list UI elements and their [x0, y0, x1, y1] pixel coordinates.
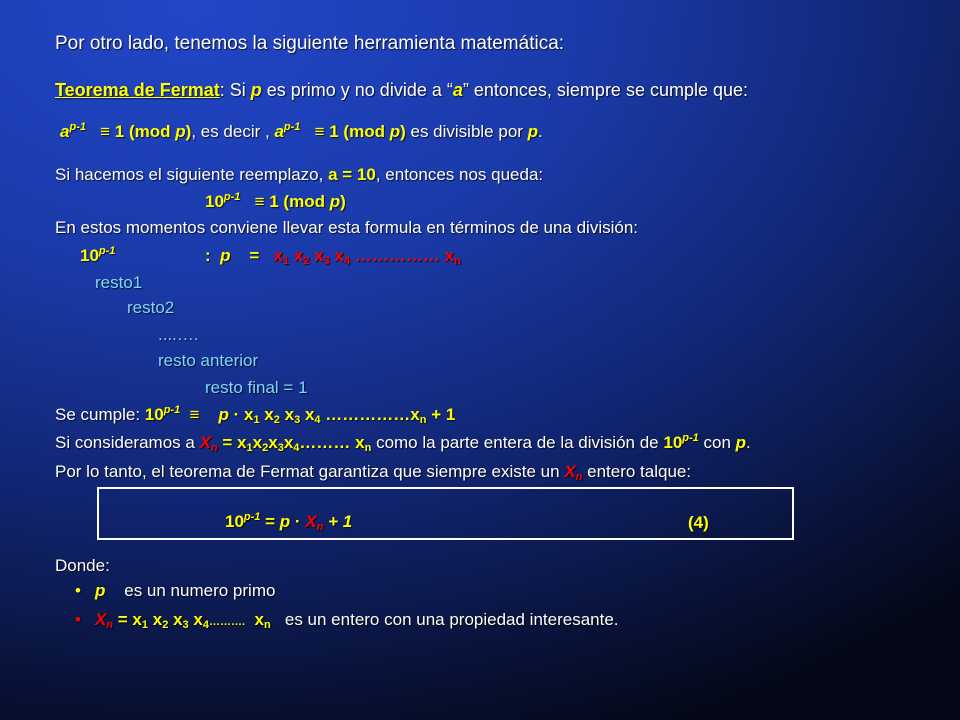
- theorem-si: Si: [224, 80, 251, 100]
- consider-line: [55, 433, 751, 453]
- bullet-1-text: es un numero primo: [124, 581, 276, 600]
- theorem-a: a: [452, 80, 463, 100]
- intro-heading: Por otro lado, tenemos la siguiente herramienta matemática:: [55, 33, 565, 54]
- formula-main: [225, 512, 352, 532]
- se-cumple-line: [55, 405, 455, 425]
- eq2-mod: 1 (mod: [269, 192, 330, 211]
- consider-X: X: [199, 433, 211, 452]
- equiv-symbol: ≡: [100, 122, 111, 141]
- consider-digits: $x_1x_2x_3x_4\dots\dots\dots$ $x_n$: [237, 433, 372, 454]
- bullet-marker: •: [75, 581, 81, 600]
- consider-p: p: [735, 433, 747, 452]
- formula-plus: + 1: [323, 512, 353, 531]
- div-p: p: [220, 246, 231, 265]
- bullet-2-text: es un entero con una propiedad interesante.: [284, 610, 619, 629]
- cong-a: a: [60, 122, 70, 141]
- cong-p: p: [175, 122, 186, 141]
- consider-period: .: [746, 433, 751, 452]
- formula-n: n: [316, 521, 324, 533]
- equiv-symbol-4: ≡: [189, 405, 200, 424]
- div-exp: p-1: [98, 245, 116, 257]
- congruence-ten: [205, 192, 346, 212]
- formula-X: X: [305, 512, 317, 531]
- remainder-1: resto1: [95, 273, 143, 292]
- division-intro: En estos momentos conviene llevar esta formula en términos de una división:: [55, 218, 639, 237]
- cong-a2: a: [274, 122, 284, 141]
- consider-text2: como la parte entera de la división de: [371, 433, 664, 452]
- cong-p3: p: [527, 122, 539, 141]
- cong-p2: p: [389, 122, 401, 141]
- replacement-line: [55, 165, 543, 185]
- remainder-dots: ....….: [158, 325, 199, 344]
- bullet-item-p: [75, 581, 275, 601]
- consider-eq: =: [217, 433, 238, 452]
- theorem-mid: es primo y no divide a “: [261, 80, 453, 100]
- cumple-ten: 10: [144, 405, 164, 424]
- cumple-exp: p-1: [163, 404, 181, 416]
- remainder-final: resto final = 1: [205, 378, 308, 397]
- cong-mod: 1 (mod: [114, 122, 176, 141]
- bullet-item-xn: [75, 610, 619, 632]
- cong-divisible: es divisible por: [405, 122, 528, 141]
- formula-dot: ·: [290, 512, 306, 531]
- replace-text2: , entonces nos queda:: [375, 165, 544, 184]
- cumple-dot: ·: [228, 405, 244, 424]
- theorem-p: p: [250, 80, 262, 100]
- equiv-symbol-3: ≡: [254, 192, 265, 211]
- eq2-p: p: [329, 192, 341, 211]
- fermat-theorem-statement: [55, 80, 748, 100]
- formula-ten: 10: [225, 512, 244, 531]
- remainder-previous: resto anterior: [158, 351, 259, 370]
- theorem-end: ” entonces, siempre se cumple que:: [462, 80, 749, 100]
- division-line: [80, 246, 115, 266]
- therefore-line: [55, 462, 691, 482]
- consider-text1: Si consideramos a: [55, 433, 200, 452]
- consider-n: n: [210, 442, 218, 454]
- cong-close2: ): [400, 122, 406, 141]
- consider-exp: p-1: [682, 432, 699, 444]
- therefore-text2: entero talque:: [582, 462, 692, 481]
- consider-text3: con: [698, 433, 736, 452]
- quotient-digits: $x_1$ $x_2$ $x_3$ $x_4$ …………… $x_n$: [273, 246, 461, 267]
- therefore-text1: Por lo tanto, el teorema de Fermat garantiza que siempre existe un: [55, 462, 565, 481]
- cong-period: .: [538, 122, 543, 141]
- bullet-digits: $x_1$ $x_2$ $x_3$ $x_4\dots\dots\dots$. $x_n$: [132, 610, 271, 631]
- cumple-label: Se cumple:: [55, 405, 145, 424]
- congruence-line: [60, 122, 543, 142]
- theorem-colon: :: [219, 80, 225, 100]
- div-colon: :: [205, 246, 211, 265]
- formula-p: p: [279, 512, 291, 531]
- bullet-eq: =: [113, 610, 133, 629]
- ten-exp: p-1: [223, 191, 241, 203]
- eq2-close: ): [340, 192, 346, 211]
- cumple-digits: $x_1$ $x_2$ $x_3$ $x_4$ $\dots\dots\dots\dots\dots x_n + 1$: [243, 405, 456, 426]
- bullet-p: p: [94, 581, 106, 600]
- equiv-symbol-2: ≡: [314, 122, 325, 141]
- div-ten: 10: [80, 246, 99, 265]
- replace-text1: Si hacemos el siguiente reemplazo,: [55, 165, 329, 184]
- cumple-p: p: [218, 405, 229, 424]
- division-operator-line: [205, 246, 461, 266]
- therefore-n: n: [575, 471, 583, 483]
- bullet-X: X: [94, 610, 107, 629]
- ten-base: 10: [205, 192, 224, 211]
- cong-mod2: 1 (mod: [329, 122, 390, 141]
- bullet-marker-2: •: [75, 610, 81, 629]
- formula-eq: =: [260, 512, 280, 531]
- therefore-X: X: [564, 462, 576, 481]
- replace-value: a = 10: [328, 165, 376, 184]
- equation-number: (4): [688, 513, 709, 532]
- consider-ten: 10: [663, 433, 683, 452]
- div-eq: =: [249, 246, 260, 265]
- remainder-2: resto2: [127, 298, 175, 317]
- bullet-n: n: [106, 619, 114, 631]
- cong-exp2: p-1: [283, 121, 301, 133]
- formula-exp: p-1: [243, 511, 261, 523]
- theorem-name: Teorema de Fermat: [55, 80, 220, 100]
- cong-close: ): [185, 122, 192, 141]
- cong-es-decir: , es decir ,: [191, 122, 275, 141]
- cong-exp: p-1: [69, 121, 86, 133]
- donde-label: Donde:: [55, 556, 110, 575]
